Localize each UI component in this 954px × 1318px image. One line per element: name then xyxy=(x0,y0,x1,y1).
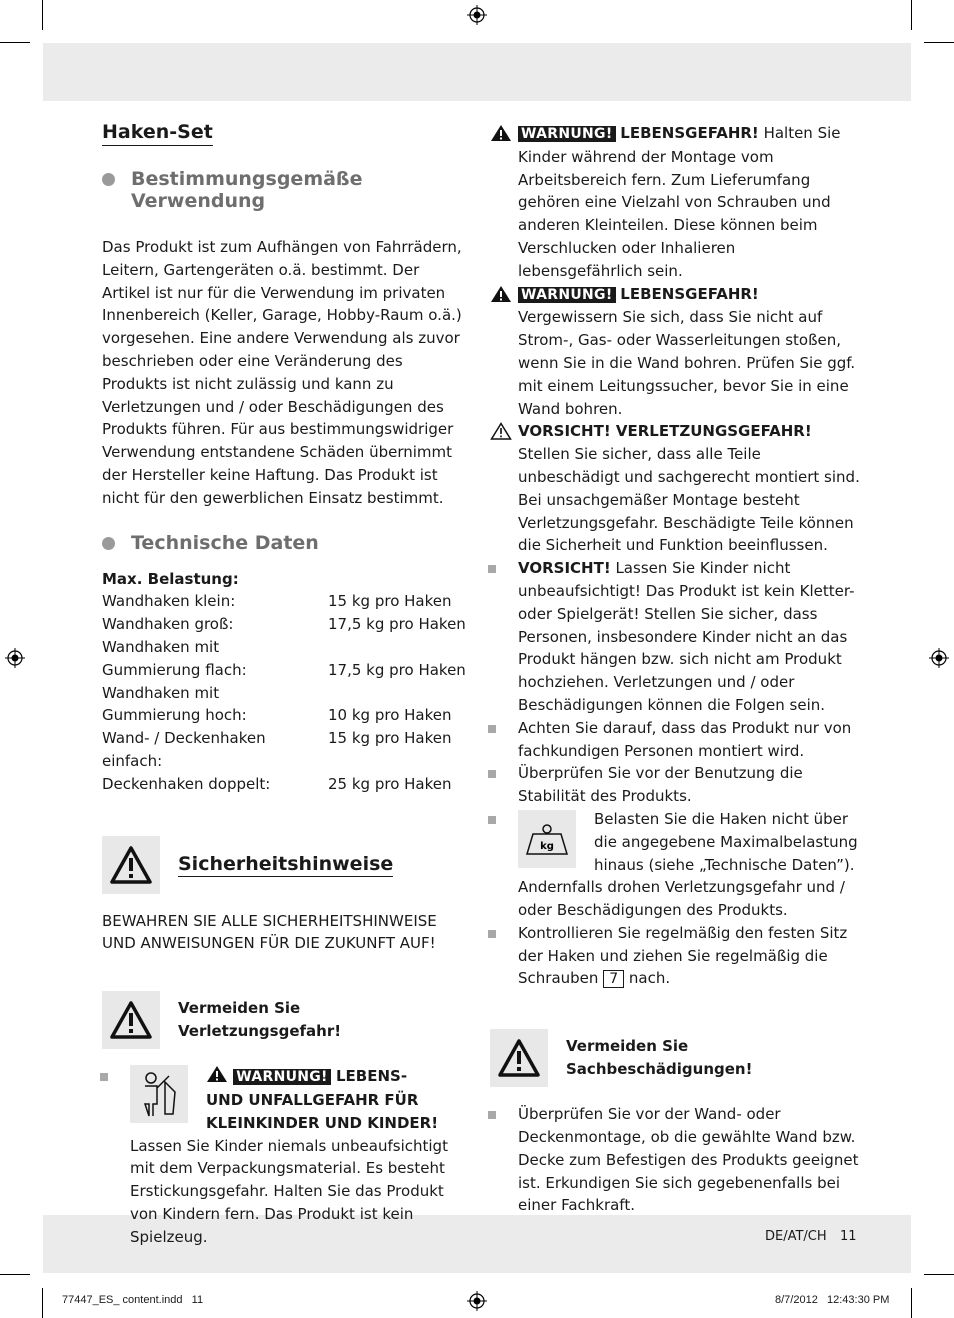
section-heading: Verwendung xyxy=(131,190,266,212)
section-bullet-icon xyxy=(102,537,115,550)
warning-label: WARNUNG! xyxy=(518,126,616,142)
table-row: Wandhaken mit xyxy=(102,683,220,702)
spec-subheading: Max. Belastung: xyxy=(102,569,239,588)
list-item: VORSICHT! VERLETZUNGSGEFAHR! Stellen Sie sicher, dass alle Teile unbeschädigt und sachgerecht montiert sind. Bei unsachgemäßer Montage besteht Verletzungsgefahr. Beschädigte Teile können die Sicherheit und Funktion beeinflussen. xyxy=(490,420,860,557)
list-item: Überprüfen Sie vor der Wand- oder Deckenmontage, ob die gewählte Wand bzw. Decke zum Befestigen des Produkts geeignet ist. Erkundigen Sie sich gegebenenfalls bei einer Fachkraft. xyxy=(490,1103,860,1217)
keep-notice: BEWAHREN SIE ALLE SICHERHEITSHINWEISE UND ANWEISUNGEN FÜR DIE ZUKUNFT AUF! xyxy=(102,911,437,953)
warning-triangle-icon xyxy=(498,1039,540,1077)
bullet-icon xyxy=(488,725,496,733)
avoid-damage-row xyxy=(490,1029,860,1087)
table-row: Wand- / Deckenhaken einfach: 15 kg pro Haken xyxy=(102,729,452,770)
table-row: Wandhaken klein: 15 kg pro Haken xyxy=(102,592,452,611)
warning-triangle-icon xyxy=(490,285,512,303)
bullet-icon xyxy=(488,770,496,778)
warning-box xyxy=(102,836,160,894)
left-column xyxy=(102,120,467,1249)
warning-triangle-icon xyxy=(206,1065,228,1083)
bullet-icon xyxy=(488,565,496,573)
child-warning-text: Lassen Sie Kinder niemals unbeaufsichtigt mit dem Verpackungsmaterial. Es besteht Erstickungsgefahr. Halten Sie das Produkt von Kindern fern. Das Produkt ist kein Spielzeug. xyxy=(130,1136,448,1246)
crop-mark xyxy=(0,42,30,43)
warning-label: WARNUNG! xyxy=(233,1069,331,1085)
table-row: Gummierung hoch: 10 kg pro Haken xyxy=(102,706,452,725)
registration-mark-icon xyxy=(929,648,949,668)
section-tech-data xyxy=(102,532,467,554)
crop-mark xyxy=(911,0,912,30)
warning-box xyxy=(102,991,160,1049)
avoid-injury-text: Vermeiden Sie Verletzungsgefahr! xyxy=(178,999,342,1040)
caution-triangle-icon xyxy=(490,422,512,440)
avoid-damage-text: Vermeiden Sie Sachbeschädigungen! xyxy=(566,1037,753,1079)
header-band xyxy=(43,43,911,101)
list-item: Achten Sie darauf, dass das Produkt nur von fachkundigen Personen montiert wird. xyxy=(490,717,860,763)
section-heading: Technische Daten xyxy=(131,531,319,554)
bullet-icon xyxy=(488,1111,496,1119)
section-intended-use xyxy=(102,168,467,212)
crop-mark xyxy=(42,0,43,30)
list-item: WARNUNG! LEBENS- UND UNFALLGEFAHR FÜR KLEINKINDER UND KINDER! Lassen Sie Kinder niemals unbeaufsichtigt mit dem Verpackungsmaterial. Es besteht Erstickungsgefahr. Halten Sie das Produkt von Kindern fern. Das Produkt ist kein Spielzeug. xyxy=(102,1065,467,1248)
right-column xyxy=(490,122,860,1217)
weight-icon xyxy=(518,810,576,868)
table-row: Wandhaken mit xyxy=(102,637,220,656)
intended-use-text: Das Produkt ist zum Aufhängen von Fahrrädern, Leitern, Gartengeräten o.ä. bestimmt. Der Artikel ist nur für die Verwendung im privaten Innenbereich (Keller, Garage, Hobby-Raum o.ä.) vorgesehen. Eine andere Verwendung als zuvor beschrieben oder eine Veränderung des Produkts ist nicht zulässig und kann zu Verletzungen und / oder Beschädigungen des Produkts führen. Für aus bestimmungswidriger Verwendung entstandene Schäden übernimmt der Hersteller keine Haftung. Das Produkt ist nicht für den gewerblichen Einsatz bestimmt. xyxy=(102,238,462,507)
warning-box xyxy=(490,1029,548,1087)
crop-mark xyxy=(42,1288,43,1318)
list-item: kg Belasten Sie die Haken nicht über die angegebene Maximalbelastung hinaus (siehe „Technische Daten”). Andernfalls drohen Verletzungsgefahr und / oder Beschädigungen des Produkts. xyxy=(490,808,860,922)
spec-table xyxy=(102,590,467,795)
section-bullet-icon xyxy=(102,173,115,186)
safety-heading-row xyxy=(102,836,467,894)
registration-mark-icon xyxy=(5,648,25,668)
kg-label: kg xyxy=(540,840,554,852)
list-item: Kontrollieren Sie regelmäßig den festen Sitz der Haken und ziehen Sie regelmäßig die Schrauben 7 nach. xyxy=(490,922,860,991)
crop-mark xyxy=(0,1274,30,1275)
crop-mark xyxy=(924,1274,954,1275)
print-timestamp: 8/7/2012 12:43:30 PM xyxy=(775,1294,890,1306)
print-file-name: 77447_ES_ content.indd 11 xyxy=(62,1294,204,1306)
warning-triangle-icon xyxy=(110,846,152,884)
part-reference: 7 xyxy=(603,970,624,988)
warning-label: WARNUNG! xyxy=(518,287,616,303)
list-item: WARNUNG! LEBENSGEFAHR! Vergewissern Sie sich, dass Sie nicht auf Strom-, Gas- oder Wasserleitungen stoßen, wenn Sie in die Wand bohren. Prüfen Sie ggf. mit einem Leitungssucher, bevor Sie in eine Wand bohren. xyxy=(490,283,860,421)
page-title: Haken-Set xyxy=(102,120,213,146)
table-row: Deckenhaken doppelt: 25 kg pro Haken xyxy=(102,774,452,793)
crop-mark xyxy=(911,1288,912,1318)
warning-triangle-icon xyxy=(110,1001,152,1039)
page-number: 11 xyxy=(840,1229,857,1244)
safety-heading: Sicherheitshinweise xyxy=(178,853,394,876)
registration-mark-icon xyxy=(467,1291,487,1311)
child-hazard-icon xyxy=(130,1065,188,1123)
list-item: VORSICHT! Lassen Sie Kinder nicht unbeaufsichtigt! Das Produkt ist kein Kletter- oder Spielgerät! Stellen Sie sicher, dass Personen, insbesondere Kinder nicht an das Produkt hängen bzw. sich nicht am Produkt hochziehen. Verletzungen und / oder Beschädigungen können die Folgen sein. xyxy=(490,557,860,717)
registration-mark-icon xyxy=(467,5,487,25)
section-heading: Bestimmungsgemäße xyxy=(131,168,363,190)
footer-lang: DE/AT/CH xyxy=(765,1229,827,1244)
bullet-icon xyxy=(100,1073,108,1081)
crop-mark xyxy=(924,42,954,43)
warning-triangle-icon xyxy=(490,124,512,142)
table-row: Gummierung flach: 17,5 kg pro Haken xyxy=(102,660,466,679)
bullet-icon xyxy=(488,930,496,938)
list-item: WARNUNG! LEBENSGEFAHR! Halten Sie Kinder während der Montage vom Arbeitsbereich fern. Zum Lieferumfang gehören eine Vielzahl von Schrauben und anderen Kleinteilen. Diese können beim Verschlucken oder Inhalieren lebensgefährlich sein. xyxy=(490,122,860,283)
bullet-icon xyxy=(488,816,496,824)
avoid-injury-row xyxy=(102,991,467,1049)
table-row: Wandhaken groß: 17,5 kg pro Haken xyxy=(102,615,466,634)
list-item: Überprüfen Sie vor der Benutzung die Stabilität des Produkts. xyxy=(490,762,860,808)
